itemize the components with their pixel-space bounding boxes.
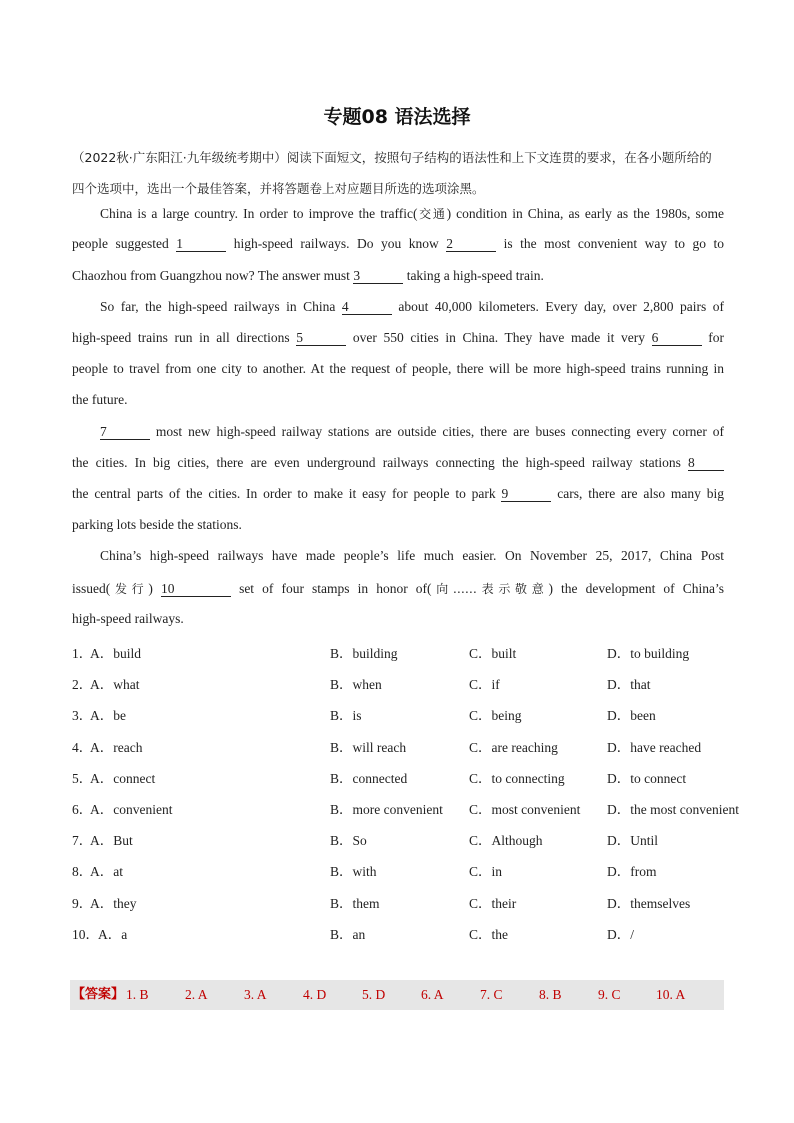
answer-item: 10. A bbox=[656, 987, 686, 1002]
option-c: C．Although bbox=[469, 833, 543, 849]
option-d: D．have reached bbox=[607, 739, 702, 755]
blank-2: 2 bbox=[446, 236, 496, 252]
passage-line: China is a large country. In order to improve the traffic(交通) condition in China, as early as the 1980s, some bbox=[100, 206, 724, 221]
option-a: A．they bbox=[90, 895, 137, 911]
blank-8: 8 bbox=[688, 455, 724, 471]
passage-line: the future. bbox=[72, 392, 128, 407]
question-row bbox=[72, 642, 724, 662]
question-number: 8． bbox=[72, 864, 93, 880]
answer-item: 5. D bbox=[362, 987, 386, 1002]
passage-line: issued(发行) 10 set of four stamps in honor of(向……表示敬意) the development of China’s bbox=[72, 581, 724, 596]
passage-line: high-speed railways. bbox=[72, 611, 184, 626]
answer-item: 3. A bbox=[244, 987, 267, 1002]
option-a: A．connect bbox=[90, 770, 156, 786]
passage-line: the cities. In big cities, there are even underground railways connecting the high-speed railway stations 8 bbox=[72, 455, 724, 471]
answer-item: 7. C bbox=[480, 987, 503, 1002]
option-c: C．being bbox=[469, 708, 522, 724]
option-d: D．to building bbox=[607, 646, 690, 661]
passage-line: parking lots beside the stations. bbox=[72, 517, 242, 532]
question-number: 10． bbox=[72, 926, 99, 942]
answer-item: 1. B bbox=[126, 987, 149, 1002]
answer-item: 9. C bbox=[598, 987, 621, 1002]
question-number: 6． bbox=[72, 802, 93, 817]
question-row bbox=[72, 767, 724, 787]
question-number: 2． bbox=[72, 677, 93, 693]
passage-line: Chaozhou from Guangzhou now? The answer must 3 taking a high-speed train. bbox=[72, 268, 544, 283]
blank-6: 6 bbox=[652, 330, 702, 346]
option-d: D．that bbox=[607, 677, 651, 693]
option-d: D．from bbox=[607, 864, 657, 880]
option-b: B．with bbox=[330, 864, 377, 880]
question-row bbox=[72, 798, 739, 818]
instructions: （2022秋·广东阳江·九年级统考期中）阅读下面短文，按照句子结构的语法性和上下文连贯的要求，在各小题所给的四个选项中，选出一个最佳答案，并将答题卷上对应题目所选的选项涂黑。 bbox=[72, 150, 712, 196]
question-row bbox=[72, 673, 724, 693]
blank-3: 3 bbox=[353, 268, 403, 284]
answer-item: 8. B bbox=[539, 987, 562, 1002]
option-c: C．most convenient bbox=[469, 802, 581, 817]
question-number: 4． bbox=[72, 739, 93, 755]
option-a: A．at bbox=[90, 864, 123, 880]
option-b: B．more convenient bbox=[330, 802, 443, 817]
option-d: D．to connect bbox=[607, 770, 687, 786]
option-c: C．to connecting bbox=[469, 770, 565, 786]
option-c: C．in bbox=[469, 864, 503, 880]
question-row bbox=[72, 892, 724, 912]
passage-line: 7 most new high-speed railway stations are outside cities, there are buses connecting every corner of bbox=[100, 424, 724, 439]
answer-item: 2. A bbox=[185, 987, 208, 1002]
question-row bbox=[72, 923, 724, 943]
answer-bar bbox=[70, 980, 724, 1010]
option-c: C．their bbox=[469, 895, 517, 911]
question-number: 5． bbox=[72, 770, 93, 786]
question-number: 3． bbox=[72, 708, 93, 724]
option-b: B．is bbox=[330, 708, 362, 724]
passage-line: people to travel from one city to another. At the request of people, there will be more high-speed trains running in bbox=[72, 361, 724, 376]
question-row bbox=[72, 860, 724, 880]
blank-7: 7 bbox=[100, 424, 150, 440]
answer-label: 【答案】 bbox=[72, 987, 125, 1002]
question-number: 9． bbox=[72, 895, 93, 911]
question-row bbox=[72, 736, 724, 756]
option-b: B．connected bbox=[330, 770, 408, 786]
question-row bbox=[72, 829, 724, 849]
passage-line: high-speed trains run in all directions 5 over 550 cities in China. They have made it very 6 for bbox=[72, 330, 724, 345]
option-d: D．Until bbox=[607, 833, 659, 849]
option-a: A．convenient bbox=[90, 802, 173, 817]
option-d: D．themselves bbox=[607, 895, 691, 911]
option-c: C．built bbox=[469, 646, 517, 661]
option-a: A．build bbox=[90, 646, 142, 661]
option-a: A．what bbox=[90, 677, 140, 693]
option-d: D．/ bbox=[607, 926, 634, 942]
blank-1: 1 bbox=[176, 236, 226, 252]
option-b: B．an bbox=[330, 926, 366, 942]
option-c: C．the bbox=[469, 926, 508, 942]
question-row bbox=[72, 704, 724, 724]
question-number: 1． bbox=[72, 646, 93, 661]
option-a: A．reach bbox=[90, 739, 143, 755]
blank-9: 9 bbox=[501, 486, 551, 502]
page-title: 专题08 语法选择 bbox=[323, 106, 471, 128]
blank-5: 5 bbox=[296, 330, 346, 346]
option-c: C．if bbox=[469, 677, 500, 693]
passage-line: So far, the high-speed railways in China 4 about 40,000 kilometers. Every day, over 2,800 pairs of bbox=[100, 299, 724, 314]
passage-line: China’s high-speed railways have made people’s life much easier. On November 25, 2017, China Post bbox=[100, 548, 724, 563]
blank-10: 10 bbox=[161, 581, 231, 597]
answer-item: 4. D bbox=[303, 987, 327, 1002]
option-b: B．So bbox=[330, 833, 367, 849]
option-a: A．be bbox=[90, 708, 126, 724]
passage-line: people suggested 1 high-speed railways. Do you know 2 is the most convenient way to go to bbox=[72, 236, 725, 251]
option-b: B．will reach bbox=[330, 739, 407, 755]
option-a: A．But bbox=[90, 833, 133, 849]
option-c: C．are reaching bbox=[469, 739, 558, 755]
option-b: B．building bbox=[330, 646, 398, 661]
answer-item: 6. A bbox=[421, 987, 444, 1002]
blank-4: 4 bbox=[342, 299, 392, 315]
option-b: B．when bbox=[330, 677, 382, 693]
question-number: 7． bbox=[72, 833, 93, 849]
option-b: B．them bbox=[330, 895, 380, 911]
passage-line: the central parts of the cities. In order to make it easy for people to park 9 cars, there are also many big bbox=[72, 486, 724, 501]
option-a: A．a bbox=[98, 926, 128, 942]
option-d: D．been bbox=[607, 708, 656, 724]
option-d: D．the most convenient bbox=[607, 802, 739, 817]
